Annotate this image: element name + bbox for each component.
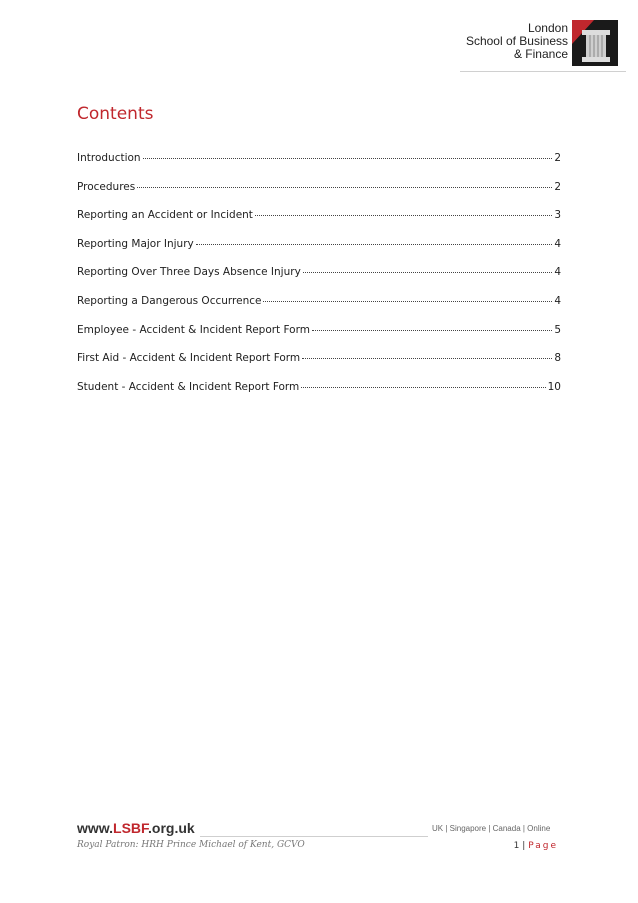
- toc-entry-page: 4: [554, 266, 561, 279]
- toc-entry-title: Reporting a Dangerous Occurrence: [77, 294, 262, 307]
- footer-url-suffix: .org.uk: [148, 820, 195, 836]
- toc-entry-page: 10: [547, 380, 561, 393]
- toc-entry[interactable]: [77, 209, 561, 238]
- logo-line-1: London: [527, 21, 568, 35]
- footer-url-brand: LSBF: [113, 820, 149, 836]
- toc-entry[interactable]: [77, 381, 561, 410]
- logo-wordmark: [466, 22, 568, 61]
- toc-entry-page: 5: [554, 323, 561, 336]
- toc-dot-leader: [303, 272, 553, 273]
- toc-entry[interactable]: [77, 238, 561, 267]
- toc-dot-leader: [255, 215, 552, 216]
- toc-entry[interactable]: [77, 266, 561, 295]
- page-separator: |: [522, 841, 526, 851]
- page-number-label: [514, 841, 558, 851]
- toc-dot-leader: [301, 387, 545, 388]
- toc-dot-leader: [263, 301, 552, 302]
- toc-entry-page: 2: [554, 152, 561, 164]
- footer-divider: [200, 836, 428, 837]
- table-of-contents: [77, 152, 561, 409]
- toc-entry-title: Reporting Major Injury: [77, 237, 194, 250]
- toc-entry[interactable]: [77, 181, 561, 210]
- column-emblem-icon: [572, 20, 618, 66]
- logo-line-2: School of Business: [465, 34, 568, 48]
- toc-dot-leader: [312, 330, 552, 331]
- logo-line-3: & Finance: [513, 47, 568, 61]
- contents-heading: Contents: [77, 104, 154, 124]
- toc-dot-leader: [302, 358, 552, 359]
- toc-dot-leader: [143, 158, 553, 159]
- toc-entry-title: Student - Accident & Incident Report Form: [77, 380, 300, 393]
- toc-entry-page: 4: [554, 294, 561, 307]
- toc-entry-page: 8: [554, 352, 561, 365]
- toc-entry-title: Reporting an Accident or Incident: [77, 209, 253, 222]
- toc-dot-leader: [196, 244, 553, 245]
- toc-entry-page: 2: [554, 180, 561, 193]
- toc-entry[interactable]: [77, 352, 561, 381]
- page-word: Page: [528, 841, 558, 851]
- footer-royal-patron: Royal Patron: HRH Prince Michael of Kent, GCVO: [77, 840, 305, 850]
- footer-locations: UK | Singapore | Canada | Online: [432, 824, 551, 833]
- toc-entry-page: 4: [554, 237, 561, 250]
- toc-entry-title: Introduction: [77, 152, 141, 164]
- toc-entry-title: Procedures: [77, 180, 136, 193]
- toc-entry[interactable]: [77, 295, 561, 324]
- toc-entry[interactable]: [77, 152, 561, 181]
- toc-entry[interactable]: [77, 324, 561, 353]
- footer-website-link[interactable]: [77, 820, 195, 836]
- header-rule: [460, 71, 626, 72]
- footer-url-prefix: www.: [77, 820, 114, 836]
- toc-entry-page: 3: [554, 209, 561, 222]
- lsbf-logo: [460, 16, 626, 72]
- page-number: 1: [513, 841, 520, 851]
- toc-entry-title: First Aid - Accident & Incident Report Form: [77, 352, 301, 365]
- toc-entry-title: Reporting Over Three Days Absence Injury: [77, 266, 301, 279]
- toc-entry-title: Employee - Accident & Incident Report Form: [77, 323, 310, 336]
- toc-dot-leader: [137, 187, 552, 188]
